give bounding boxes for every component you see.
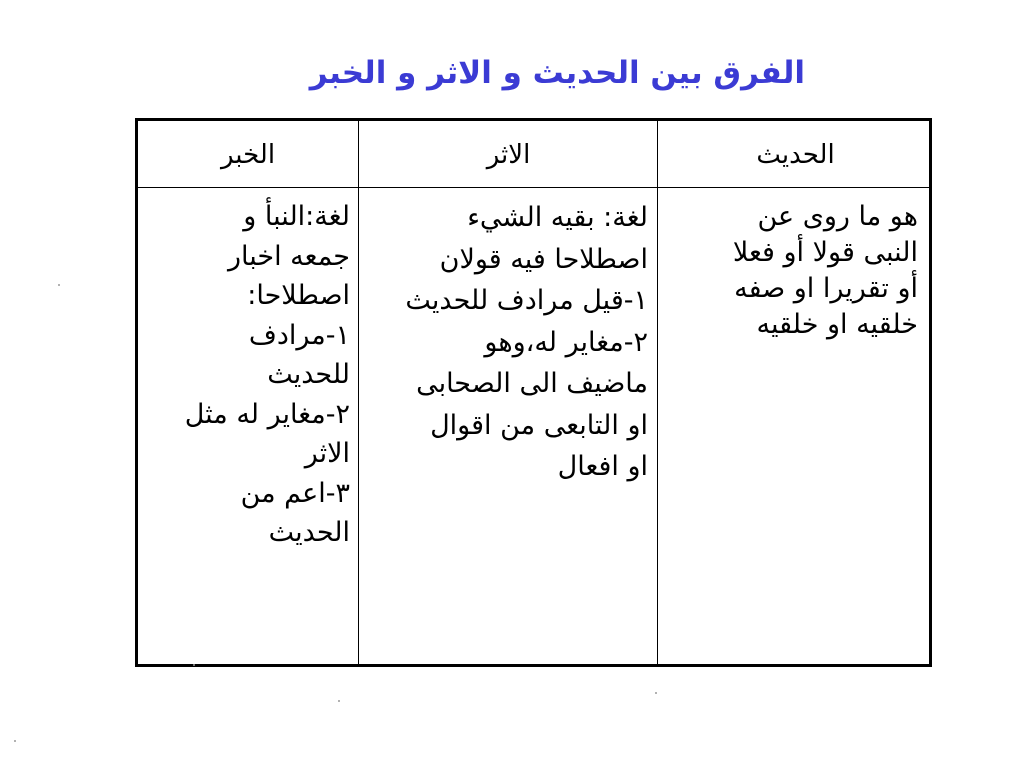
cell-athar-definition: لغة: بقيه الشيء اصطلاحا فيه قولان ١-قيل مرادف للحديث ٢-مغاير له،وهو ماضيف الى الصحابى او التابعى من اقوال او افعال bbox=[405, 202, 648, 482]
scan-speck bbox=[193, 664, 195, 666]
header-athar: الاثر bbox=[486, 139, 531, 170]
column-divider-2 bbox=[657, 121, 658, 664]
cell-hadith-definition: هو ما روى عن النبى قولا أو فعلا أو تقريرا او صفه خلقيه او خلقيه bbox=[732, 201, 918, 340]
column-divider-1 bbox=[358, 121, 359, 664]
header-khabar: الخبر bbox=[220, 139, 276, 170]
header-hadith: الحديث bbox=[756, 139, 835, 170]
scan-speck bbox=[14, 740, 16, 742]
scan-speck bbox=[655, 692, 657, 694]
scan-speck bbox=[58, 284, 60, 286]
slide-title: الفرق بين الحديث و الاثر و الخبر bbox=[309, 55, 805, 91]
scan-speck bbox=[338, 700, 340, 702]
cell-khabar-definition: لغة:النبأ و جمعه اخبار اصطلاحا: ١-مرادف للحديث ٢-مغاير له مثل الاثر ٣-اعم من الحديث bbox=[184, 201, 350, 548]
